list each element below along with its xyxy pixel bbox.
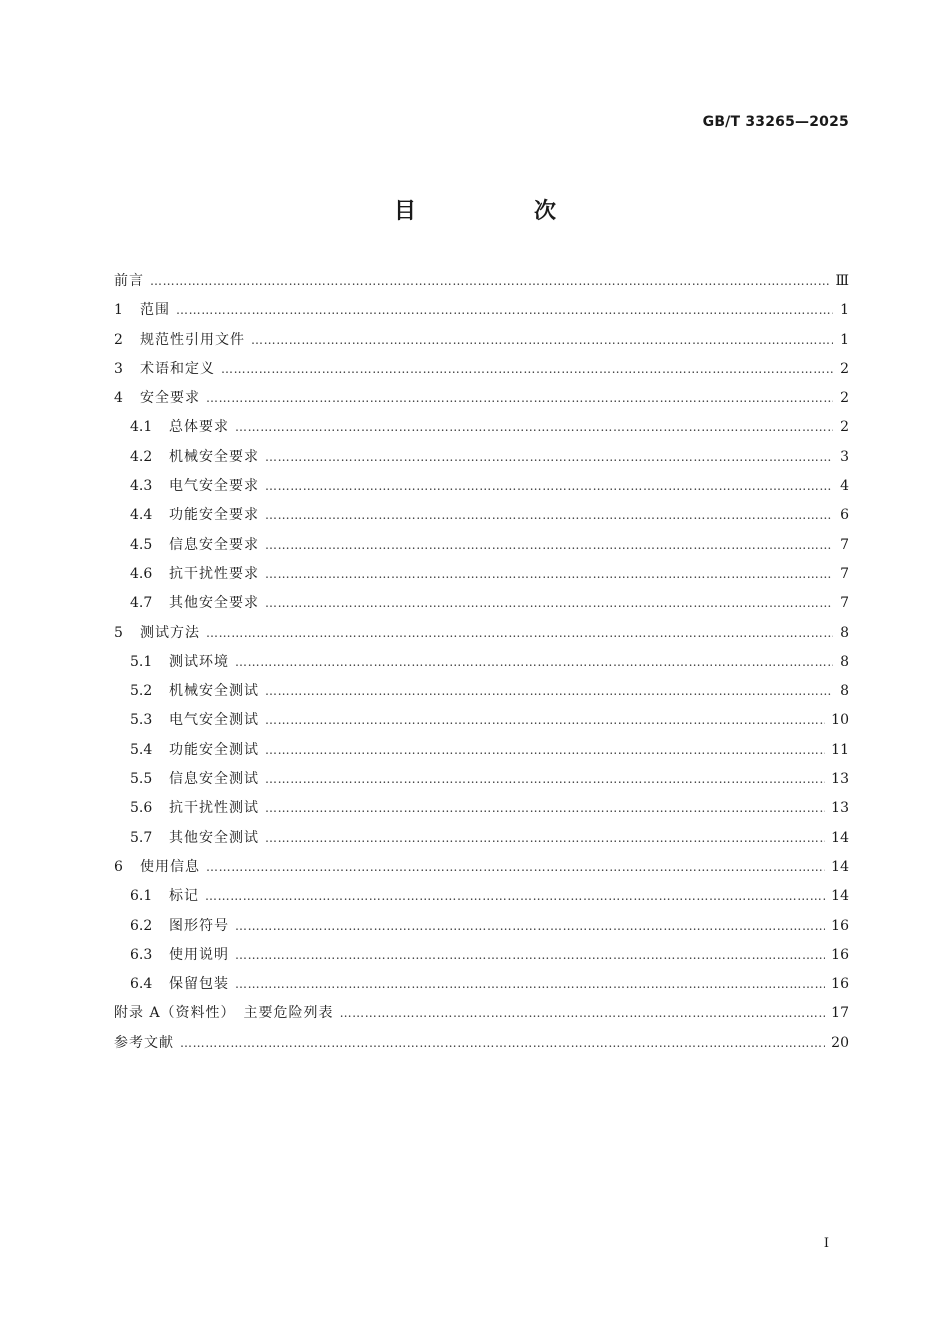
toc-entry-label: 电气安全要求: [169, 478, 259, 495]
toc-entry[interactable]: [114, 387, 849, 416]
toc-entry[interactable]: [114, 680, 849, 709]
toc-entry-number: 2: [114, 331, 123, 348]
toc-entry[interactable]: [114, 739, 849, 768]
toc-entry-label: 功能安全要求: [169, 507, 259, 524]
toc-entry-number: 4.5: [130, 536, 153, 553]
toc-entry[interactable]: [114, 944, 849, 973]
toc-leader-dots: [265, 538, 833, 552]
toc-entry-number: 6: [114, 858, 123, 875]
toc-entry-number: 5.6: [130, 800, 153, 817]
toc-entry-page: 2: [840, 360, 849, 377]
toc-entry[interactable]: [114, 973, 849, 1002]
toc-entry-page: 6: [840, 507, 849, 524]
toc-entry-number: 4.1: [130, 419, 153, 436]
toc-entry-label: 机械安全测试: [169, 683, 259, 700]
toc-entry-number: 6.3: [130, 946, 153, 963]
toc-entry-page: 14: [831, 858, 849, 875]
toc-entry-label: 电气安全测试: [169, 712, 259, 729]
toc-entry-number: 5: [114, 624, 123, 641]
toc-entry-number: 6.2: [130, 917, 153, 934]
toc-leader-dots: [265, 831, 825, 845]
toc-entry-page: 14: [831, 829, 849, 846]
toc-entry-page: 13: [831, 800, 849, 817]
page-number: I: [823, 1236, 829, 1251]
toc-entry-page: 2: [840, 419, 849, 436]
toc-entry[interactable]: [114, 1002, 849, 1031]
toc-entry[interactable]: [114, 446, 849, 475]
toc-entry-label: 保留包装: [169, 976, 229, 993]
toc-entry-number: 5.3: [130, 712, 153, 729]
toc-leader-dots: [235, 977, 825, 991]
toc-entry-label: 抗干扰性测试: [169, 800, 259, 817]
toc-entry-number: 6.4: [130, 976, 153, 993]
toc-entry-page: 16: [831, 976, 849, 993]
toc-entry-label: 测试环境: [169, 653, 229, 670]
toc-entry-label: 机械安全要求: [169, 448, 259, 465]
toc-leader-dots: [235, 420, 833, 434]
toc-entry-number: 4.7: [130, 595, 153, 612]
toc-entry-number: 4: [114, 390, 123, 407]
toc-entry-label: 信息安全测试: [169, 771, 259, 788]
toc-entry-label: 使用信息: [140, 858, 200, 875]
toc-entry[interactable]: [114, 329, 849, 358]
toc-entry-page: 14: [831, 888, 849, 905]
toc-leader-dots: [265, 801, 825, 815]
toc-entry[interactable]: [114, 270, 849, 299]
toc-entry[interactable]: [114, 915, 849, 944]
toc-entry[interactable]: [114, 797, 849, 826]
toc-entry-label: 总体要求: [169, 419, 229, 436]
toc-leader-dots: [206, 391, 833, 405]
toc-entry[interactable]: [114, 358, 849, 387]
toc-entry-label: 使用说明: [169, 946, 229, 963]
toc-entry-label: 标记: [169, 888, 199, 905]
toc-leader-dots: [265, 684, 833, 698]
toc-entry-page: 3: [840, 448, 849, 465]
toc-entry[interactable]: [114, 856, 849, 885]
toc-entry[interactable]: [114, 416, 849, 445]
toc-entry-page: 10: [831, 712, 849, 729]
toc-entry[interactable]: [114, 768, 849, 797]
toc-entry-number: 4.3: [130, 478, 153, 495]
toc-entry-page: Ⅲ: [835, 273, 849, 289]
toc-leader-dots: [206, 860, 825, 874]
toc-entry[interactable]: [114, 534, 849, 563]
toc-entry[interactable]: [114, 504, 849, 533]
page-title: 目 次: [393, 199, 604, 224]
toc-leader-dots: [205, 889, 825, 903]
toc-entry[interactable]: [114, 475, 849, 504]
toc-entry-number: 1: [114, 302, 123, 319]
toc-entry[interactable]: [114, 563, 849, 592]
toc-leader-dots: [235, 948, 825, 962]
toc-entry-page: 13: [831, 771, 849, 788]
toc-entry-number: 5.5: [130, 771, 153, 788]
toc-leader-dots: [180, 1036, 825, 1050]
toc-leader-dots: [265, 596, 833, 610]
standard-code: GB/T 33265—2025: [702, 114, 849, 130]
toc-leader-dots: [265, 567, 833, 581]
toc-entry-page: 8: [840, 653, 849, 670]
toc-leader-dots: [235, 655, 833, 669]
toc-leader-dots: [150, 274, 829, 288]
toc-entry-page: 1: [840, 302, 849, 319]
toc-entry[interactable]: [114, 827, 849, 856]
toc-leader-dots: [221, 362, 833, 376]
toc-entry-label: 其他安全要求: [169, 595, 259, 612]
toc-entry-label: 信息安全要求: [169, 536, 259, 553]
toc-entry-page: 1: [840, 331, 849, 348]
toc-entry-label: 范围: [140, 302, 170, 319]
toc-entry-page: 16: [831, 917, 849, 934]
toc-entry-page: 16: [831, 946, 849, 963]
table-of-contents: [114, 270, 849, 1061]
toc-leader-dots: [235, 919, 825, 933]
toc-leader-dots: [251, 333, 833, 347]
toc-leader-dots: [265, 479, 833, 493]
toc-leader-dots: [265, 743, 825, 757]
toc-entry-page: 7: [840, 565, 849, 582]
toc-entry-number: 4.4: [130, 507, 153, 524]
toc-entry-page: 7: [840, 536, 849, 553]
toc-entry-label: 规范性引用文件: [140, 331, 245, 348]
toc-entry-label: 图形符号: [169, 917, 229, 934]
toc-leader-dots: [265, 450, 833, 464]
toc-entry-page: 8: [840, 683, 849, 700]
toc-entry-label: 其他安全测试: [169, 829, 259, 846]
toc-entry-page: 7: [840, 595, 849, 612]
toc-leader-dots: [176, 303, 833, 317]
toc-entry-label: 功能安全测试: [169, 741, 259, 758]
toc-entry-label: 抗干扰性要求: [169, 565, 259, 582]
toc-entry-page: 11: [831, 741, 849, 758]
toc-entry-number: 5.7: [130, 829, 153, 846]
toc-leader-dots: [265, 772, 825, 786]
toc-entry-page: 17: [831, 1005, 849, 1022]
toc-leader-dots: [265, 508, 833, 522]
toc-entry[interactable]: [114, 709, 849, 738]
toc-entry-number: 4.2: [130, 448, 153, 465]
toc-entry-number: 5.1: [130, 653, 153, 670]
toc-entry[interactable]: [114, 885, 849, 914]
toc-entry[interactable]: [114, 299, 849, 328]
toc-entry-number: 4.6: [130, 565, 153, 582]
toc-entry-label: 前言: [114, 273, 144, 289]
toc-entry-label: 附录 A（资料性） 主要危险列表: [114, 1005, 334, 1022]
toc-entry[interactable]: [114, 622, 849, 651]
toc-entry-number: 5.2: [130, 683, 153, 700]
toc-entry-label: 参考文献: [114, 1034, 174, 1051]
toc-leader-dots: [340, 1006, 826, 1020]
toc-leader-dots: [265, 713, 825, 727]
toc-entry-page: 2: [840, 390, 849, 407]
toc-entry-label: 安全要求: [140, 390, 200, 407]
toc-entry-number: 6.1: [130, 888, 153, 905]
toc-entry-label: 测试方法: [140, 624, 200, 641]
toc-entry-number: 3: [114, 360, 123, 377]
toc-entry-page: 4: [840, 478, 849, 495]
toc-entry-number: 5.4: [130, 741, 153, 758]
toc-entry[interactable]: [114, 1032, 849, 1061]
toc-entry-page: 8: [840, 624, 849, 641]
toc-leader-dots: [206, 626, 833, 640]
toc-entry-page: 20: [831, 1034, 849, 1051]
toc-entry[interactable]: [114, 651, 849, 680]
toc-entry[interactable]: [114, 592, 849, 621]
toc-entry-label: 术语和定义: [140, 360, 215, 377]
